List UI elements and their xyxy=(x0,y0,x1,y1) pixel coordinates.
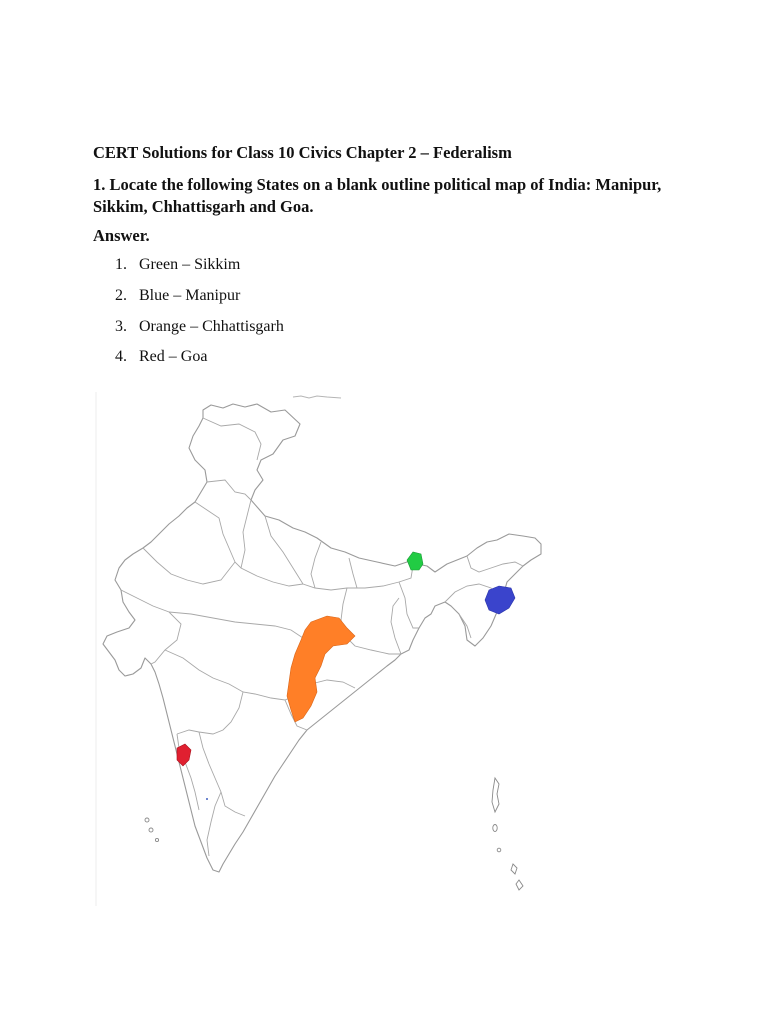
answer-list xyxy=(115,254,284,377)
lakshadweep-island xyxy=(155,838,158,841)
scan-artifact xyxy=(293,396,341,398)
answer-item-manipur xyxy=(115,285,284,316)
map-dot xyxy=(206,798,208,800)
nicobar-island xyxy=(497,848,501,852)
nicobar-island xyxy=(516,880,523,890)
india-map-image xyxy=(95,392,547,906)
nicobar-island xyxy=(511,864,517,874)
answer-text: Blue – Manipur xyxy=(139,286,241,304)
answer-item-chhattisgarh xyxy=(115,316,284,347)
lakshadweep-island xyxy=(149,828,153,832)
answer-number: 4. xyxy=(115,348,127,366)
answer-text: Red – Goa xyxy=(139,348,208,366)
answer-text: Orange – Chhattisgarh xyxy=(139,317,284,335)
answer-number: 3. xyxy=(115,317,127,335)
question-text: 1. Locate the following States on a blank outline political map of India: Manipur, Sikkim, Chhattisgarh and Goa. xyxy=(93,175,662,216)
answer-number: 1. xyxy=(115,256,127,273)
answer-label: Answer. xyxy=(93,226,150,245)
andaman-island xyxy=(492,778,499,812)
answer-text: Green – Sikkim xyxy=(139,256,241,273)
document-heading: CERT Solutions for Class 10 Civics Chapter 2 – Federalism xyxy=(93,143,512,162)
answer-item-goa xyxy=(115,346,284,377)
india-outline-map xyxy=(95,392,547,906)
answer-number: 2. xyxy=(115,286,127,304)
andaman-island xyxy=(493,825,497,832)
lakshadweep-island xyxy=(145,818,149,822)
manipur-state xyxy=(485,586,515,614)
answer-item-sikkim xyxy=(115,254,284,285)
